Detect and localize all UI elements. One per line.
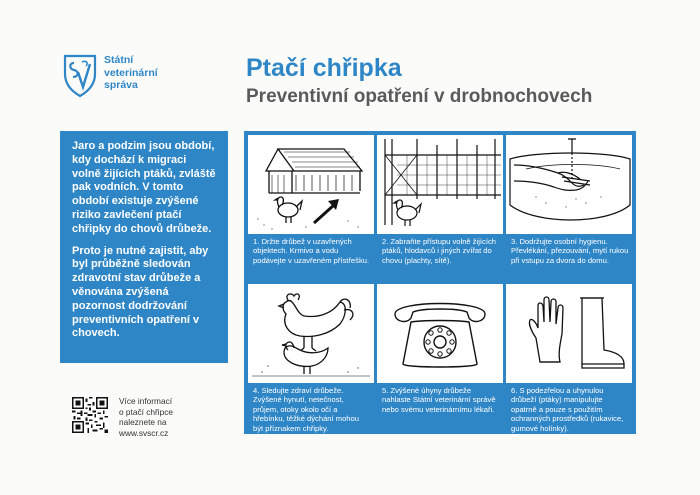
website-link[interactable]: www.svscr.cz [119, 427, 169, 438]
page-title: Ptačí chřipka [246, 54, 402, 82]
more-info-line-1: Více informací [119, 396, 173, 406]
measure-card-4 [247, 283, 375, 431]
info-paragraph-2: Proto je nutné zajistit, aby byl průběžně sledován zdravotní stav drůbeže a věnována zvýšená pozornost dodržování preventivních opatření v chovech. [72, 244, 209, 340]
logo-line-2: veterinární [104, 66, 158, 79]
info-paragraph-1: Jaro a podzim jsou období, kdy dochází k migraci volně žijících ptáků, zvláště pak vodních. V tomto období existuje zvýšené riziko zavlečení ptačí chřipky do chovů drůbeže. [72, 140, 216, 235]
page-subtitle: Preventivní opatření v drobnochovech [246, 86, 593, 107]
svs-shield-logo-icon [62, 52, 98, 98]
info-box [60, 131, 228, 363]
measure-card-3 [505, 134, 633, 282]
more-info-line-3: naleznete na [119, 417, 167, 428]
telephone-icon [377, 284, 503, 383]
measure-card-1 [247, 134, 375, 282]
measures-grid [244, 131, 636, 434]
measure-text-4: 4. Sledujte zdraví drůbeže. Zvýšené hynutí, netečnost, průjem, otoky okolo očí a hřebínku, těžké dýchání mohou být příznakem chřipky. [253, 386, 359, 433]
qr-code-icon[interactable] [72, 397, 108, 433]
fence-hen-icon [377, 135, 503, 234]
coop-hen-icon [248, 135, 374, 234]
logo-wordmark [104, 54, 158, 92]
measure-text-5: 5. Zvýšené úhyny drůbeže nahlaste Státní veterinární správě nebo svému veterinárnímu lékaři. [382, 386, 496, 414]
measure-text-3: 3. Dodržujte osobní hygienu. Převlékání, přezouvání, mytí rukou při vstupu za dvora do domu. [511, 237, 629, 265]
rooster-hens-icon [248, 284, 374, 383]
hand-washing-icon [506, 135, 632, 234]
svs-logo [62, 52, 172, 100]
logo-line-3: správa [104, 79, 138, 91]
measure-card-2 [376, 134, 504, 282]
logo-line-1: Státní [104, 54, 134, 66]
measure-card-6 [505, 283, 633, 431]
measure-text-2: 2. Zabraňte přístupu volně žijících ptáků, hlodavců i jiných zvířat do chovu (plachty, sítě). [382, 237, 496, 265]
more-info-line-2: o ptačí chřipce [119, 406, 173, 417]
more-info-text [119, 396, 219, 438]
gloves-boots-icon [506, 284, 632, 383]
measure-text-1: 1. Držte drůbež v uzavřených objektech. Krmivo a vodu podávejte v uzavřeném přístřešku. [253, 237, 370, 265]
measure-text-6: 6. S podezřelou a uhynulou drůbeží (ptáky) manipulujte opatrně a pouze s použitím ochranných prostředků (rukavice, gumové holínky). [511, 386, 624, 433]
measure-card-5 [376, 283, 504, 431]
